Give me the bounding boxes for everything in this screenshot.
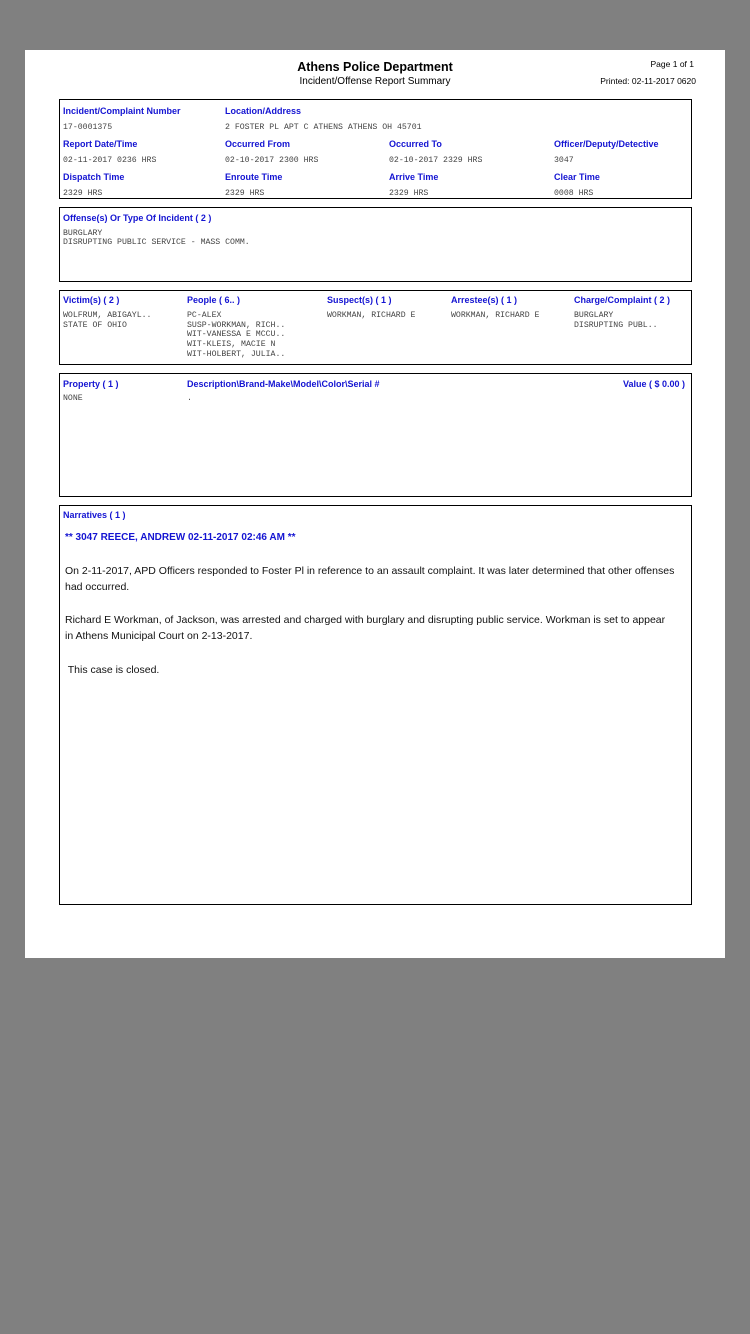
property-value-label: Value ( $ 0.00 ) <box>622 379 685 389</box>
suspects-label: Suspect(s) ( 1 ) <box>327 295 392 305</box>
officer-value: 3047 <box>554 156 574 165</box>
report-datetime-value: 02-11-2017 0236 HRS <box>63 156 157 165</box>
report-page <box>25 50 725 958</box>
offense-item: BURGLARY <box>63 229 103 238</box>
location-label: Location/Address <box>225 106 302 116</box>
department-title: Athens Police Department <box>297 60 453 74</box>
suspect-item: WORKMAN, RICHARD E <box>327 311 416 320</box>
report-subtitle: Incident/Offense Report Summary <box>299 76 451 87</box>
report-datetime-label: Report Date/Time <box>63 139 138 149</box>
enroute-time-label: Enroute Time <box>225 172 283 182</box>
incident-section <box>59 99 692 199</box>
parties-section <box>59 290 692 365</box>
narratives-section <box>59 505 692 905</box>
page-number: Page 1 of 1 <box>650 59 694 69</box>
narrative-paragraph: Richard E Workman, of Jackson, was arrested and charged with burglary and disrupting public service. Workman is set to appear in Athens Municipal Court on 2-13-2017. <box>65 614 666 642</box>
arrive-time-label: Arrive Time <box>389 172 439 182</box>
charge-item: DISRUPTING PUBL.. <box>574 321 658 330</box>
enroute-time-value: 2329 HRS <box>225 189 265 198</box>
property-value: NONE <box>63 394 83 403</box>
person-item: WIT-KLEIS, MACIE N <box>187 340 276 349</box>
property-label: Property ( 1 ) <box>63 379 119 389</box>
location-value: 2 FOSTER PL APT C ATHENS ATHENS OH 45701 <box>225 123 422 132</box>
offenses-section <box>59 207 692 282</box>
incident-number-label: Incident/Complaint Number <box>63 106 181 116</box>
dispatch-time-label: Dispatch Time <box>63 172 125 182</box>
narrative-paragraph: This case is closed. <box>65 664 160 676</box>
victims-label: Victim(s) ( 2 ) <box>63 295 120 305</box>
people-label: People ( 6.. ) <box>187 295 241 305</box>
occurred-to-label: Occurred To <box>389 139 442 149</box>
victim-item: WOLFRUM, ABIGAYL.. <box>63 311 152 320</box>
property-section <box>59 373 692 497</box>
person-item: WIT-VANESSA E MCCU.. <box>187 330 286 339</box>
arrestees-label: Arrestee(s) ( 1 ) <box>451 295 518 305</box>
victim-item: STATE OF OHIO <box>63 321 127 330</box>
person-item: PC-ALEX <box>187 311 222 320</box>
offenses-label: Offense(s) Or Type Of Incident ( 2 ) <box>63 213 212 223</box>
narrative-author: ** 3047 REECE, ANDREW 02-11-2017 02:46 AM ** <box>65 532 296 543</box>
occurred-from-label: Occurred From <box>225 139 291 149</box>
dispatch-time-value: 2329 HRS <box>63 189 103 198</box>
person-item: WIT-HOLBERT, JULIA.. <box>187 350 286 359</box>
offense-item: DISRUPTING PUBLIC SERVICE - MASS COMM. <box>63 238 250 247</box>
arrive-time-value: 2329 HRS <box>389 189 429 198</box>
charge-item: BURGLARY <box>574 311 614 320</box>
narratives-label: Narratives ( 1 ) <box>63 510 126 520</box>
occurred-from-value: 02-10-2017 2300 HRS <box>225 156 319 165</box>
clear-time-value: 0008 HRS <box>554 189 594 198</box>
occurred-to-value: 02-10-2017 2329 HRS <box>389 156 483 165</box>
printed-timestamp: Printed: 02-11-2017 0620 <box>600 76 696 86</box>
description-label: Description\Brand-Make\Model\Color\Serial # <box>187 379 380 389</box>
arrestee-item: WORKMAN, RICHARD E <box>451 311 540 320</box>
clear-time-label: Clear Time <box>554 172 600 182</box>
incident-number-value: 17-0001375 <box>63 123 113 132</box>
description-value: . <box>187 394 192 403</box>
charges-label: Charge/Complaint ( 2 ) <box>574 295 671 305</box>
narrative-paragraph: On 2-11-2017, APD Officers responded to Foster Pl in reference to an assault complaint. It was later determined that other offenses had occurred. <box>65 565 675 593</box>
person-item: SUSP-WORKMAN, RICH.. <box>187 321 286 330</box>
officer-label: Officer/Deputy/Detective <box>554 139 659 149</box>
